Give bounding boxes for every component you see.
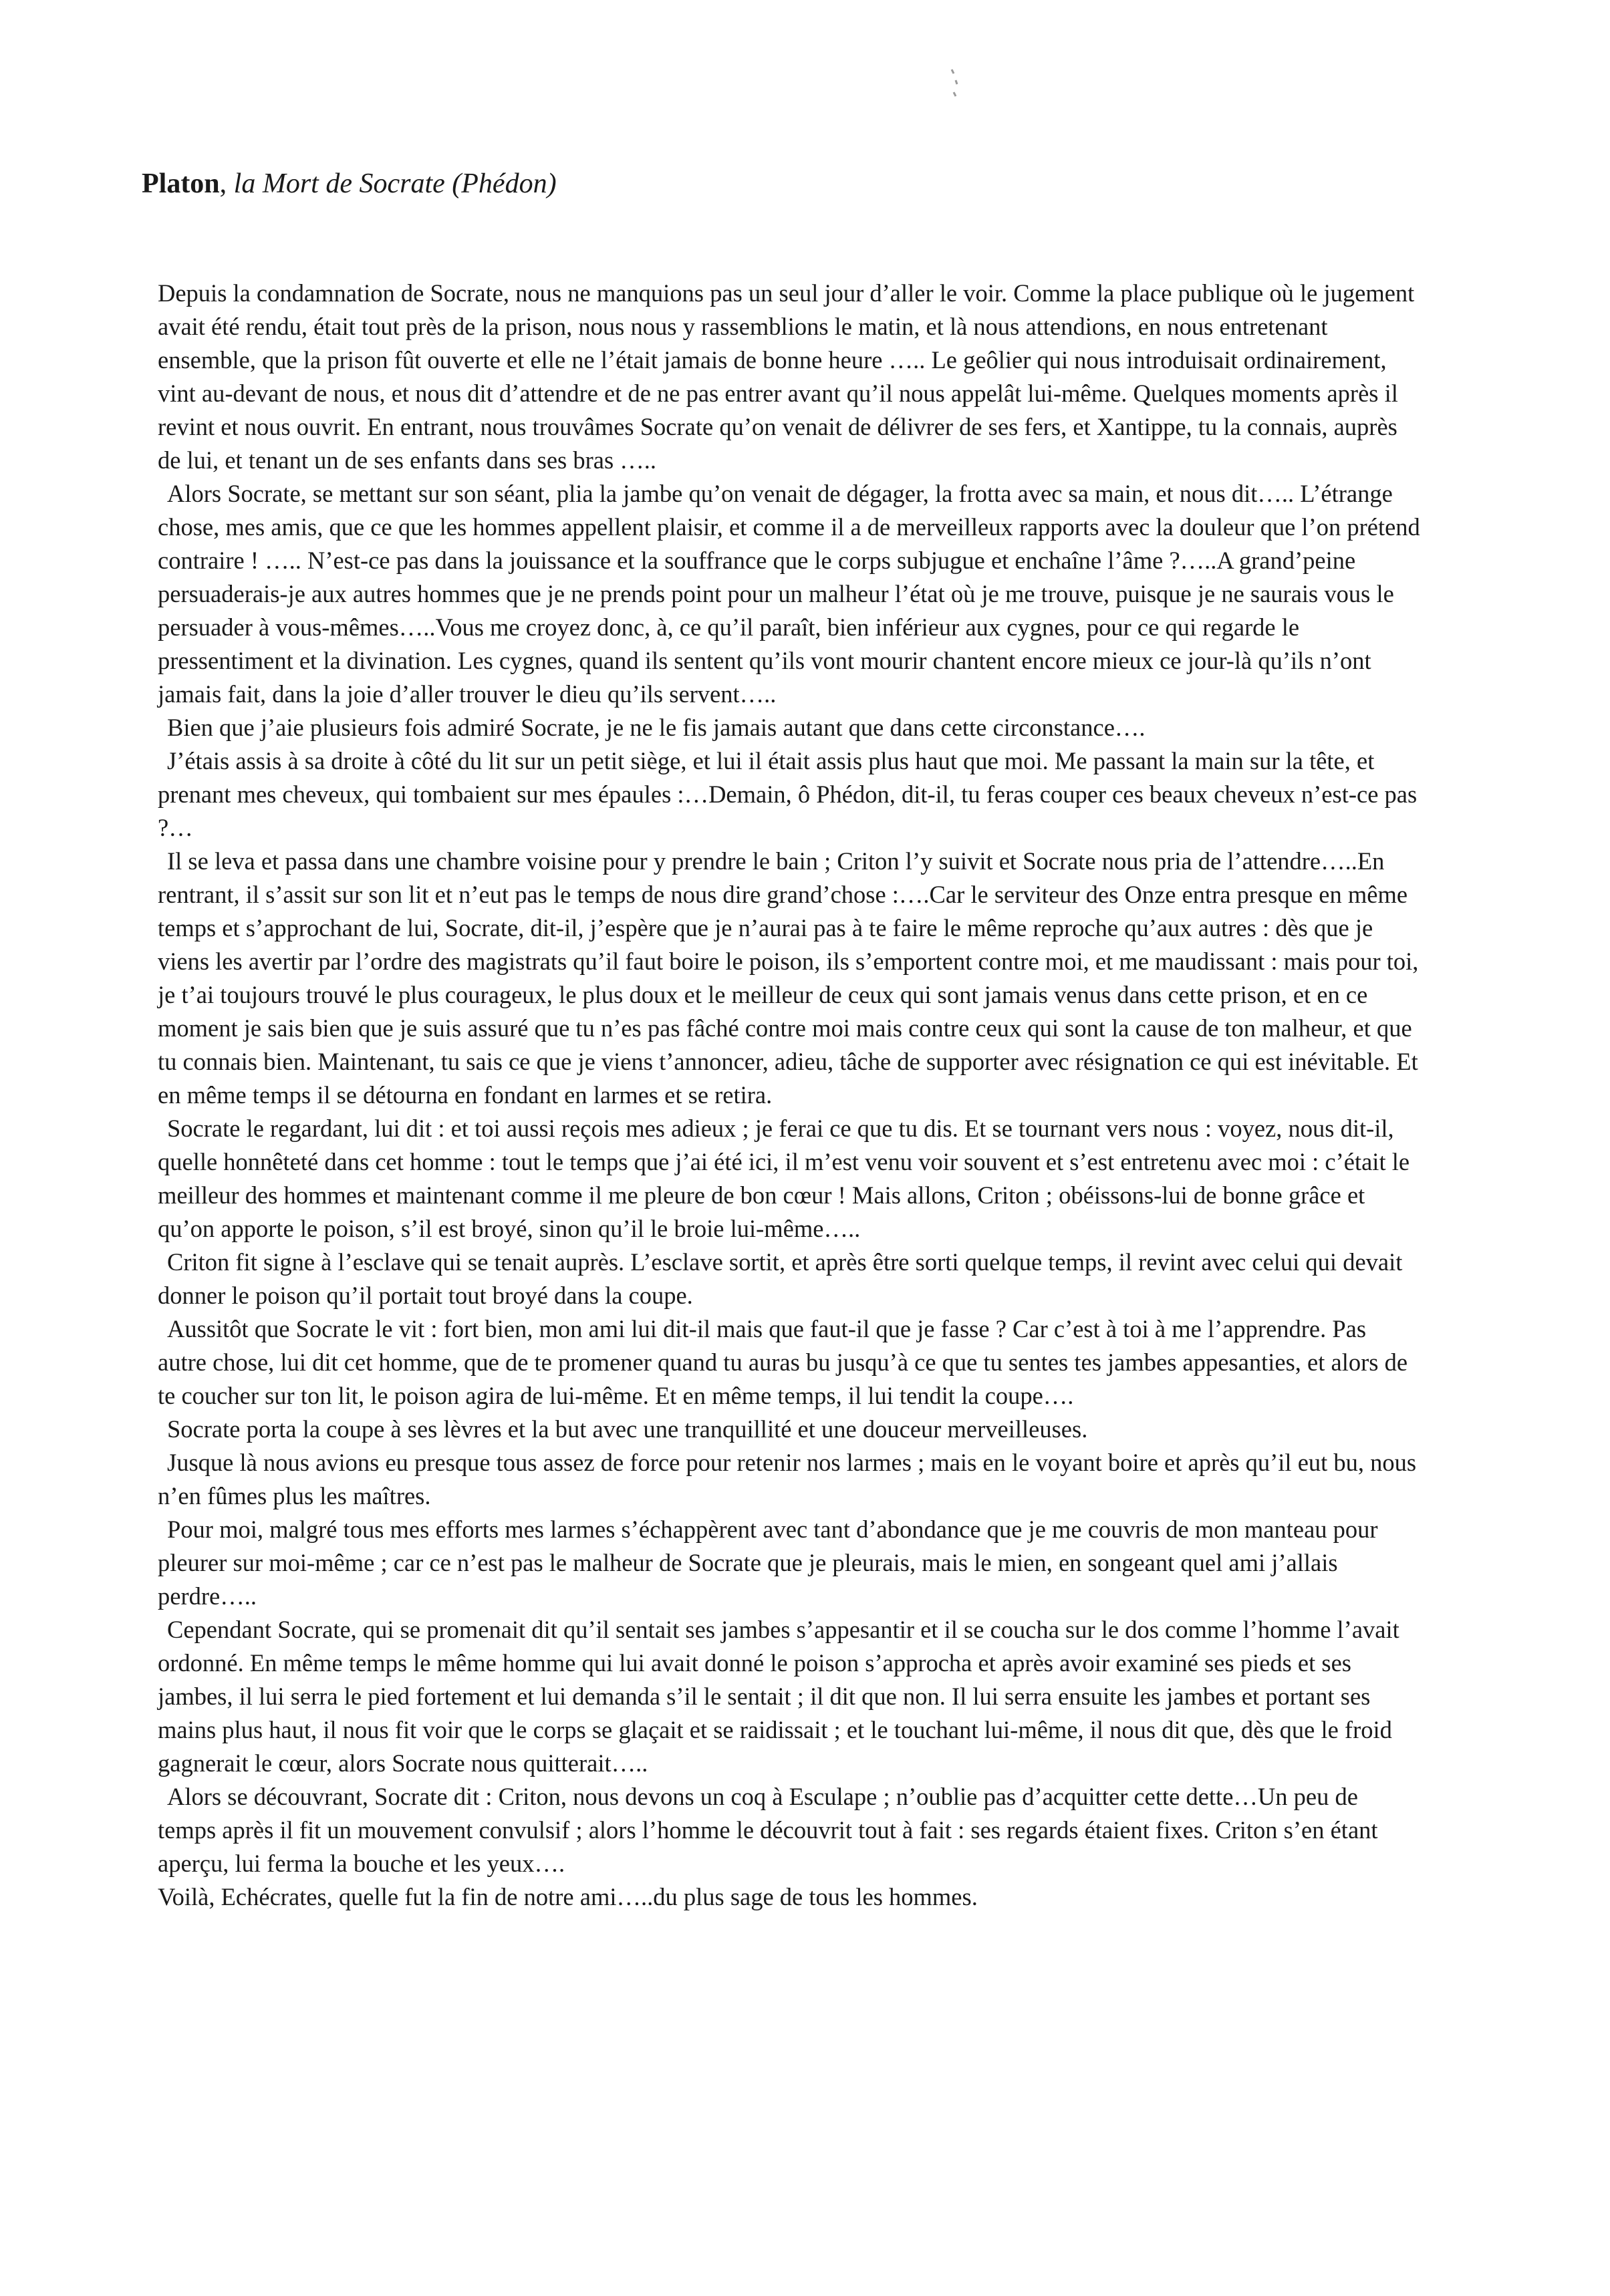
paragraph: Socrate le regardant, lui dit : et toi aussi reçois mes adieux ; je ferai ce que tu dis. Et se tournant vers nous : voyez, nous dit-il, quelle honnêteté dans cet homme : tout le temps que j’ai été ici, il m’est venu voir souvent et s’est entretenu avec moi : c’était le meilleur des hommes et maintenant comme il me pleure de bon cœur ! Mais allons, Criton ; obéissons-lui de bonne grâce et qu’on apporte le poison, s’il est broyé, sinon qu’il le broie lui-même….. xyxy=(158,1115,1410,1242)
paragraph: Alors se découvrant, Socrate dit : Criton, nous devons un coq à Esculape ; n’oublie pas d’acquitter cette dette…Un peu de temps après il fit un mouvement convulsif ; alors l’homme le découvrit tout à fait : ses regards étaient fixes. Criton s’en étant aperçu, lui ferma la bouche et les yeux…. xyxy=(158,1783,1378,1877)
title-separator: , xyxy=(219,168,227,199)
page-title xyxy=(142,168,557,199)
paragraph: Aussitôt que Socrate le vit : fort bien, mon ami lui dit-il mais que faut-il que je fasse ? Car c’est à toi à me l’apprendre. Pas autre chose, lui dit cet homme, que de te promener quand tu auras bu jusqu’à ce que tu sentes tes jambes appesanties, et alors de te coucher sur ton lit, le poison agira de lui-même. Et en même temps, il lui tendit la coupe…. xyxy=(158,1315,1408,1409)
paragraph: Bien que j’aie plusieurs fois admiré Socrate, je ne le fis jamais autant que dans cette circonstance…. xyxy=(167,714,1146,741)
paragraph: Depuis la condamnation de Socrate, nous ne manquions pas un seul jour d’aller le voir. Comme la place publique où le jugement avait été rendu, était tout près de la prison, nous nous y rassemblions le matin, et là nous attendions, en nous entretenant ensemble, que la prison fût ouverte et elle ne l’était jamais de bonne heure ….. Le geôlier qui nous introduisait ordinairement, vint au-devant de nous, et nous dit d’attendre et de ne pas entrer avant qu’il nous appelât lui-même. Quelques moments après il revint et nous ouvrit. En entrant, nous trouvâmes Socrate qu’on venait de délivrer de ses fers, et Xantippe, tu la connais, auprès de lui, et tenant un de ses enfants dans ses bras ….. xyxy=(158,279,1415,474)
paragraph: Alors Socrate, se mettant sur son séant, plia la jambe qu’on venait de dégager, la frotta avec sa main, et nous dit….. L’étrange chose, mes amis, que ce que les hommes appellent plaisir, et comme il a de merveilleux rapports avec la douleur que l’on prétend contraire ! ….. N’est-ce pas dans la jouissance et la souffrance que le corps subjugue et enchaîne l’âme ?…..A grand’peine persuaderais-je aux autres hommes que je ne prends point pour un malheur l’état où je me trouve, puisque je ne saurais vous le persuader à vous-mêmes…..Vous me croyez donc, à, ce qu’il paraît, bien inférieur aux cygnes, pour ce qui regarde le pressentiment et la divination. Les cygnes, quand ils sentent qu’ils vont mourir chantent encore mieux ce jour-là qu’ils n’ont jamais fait, dans la joie d’aller trouver le dieu qu’ils servent….. xyxy=(158,480,1420,708)
paragraph: Il se leva et passa dans une chambre voisine pour y prendre le bain ; Criton l’y suivit et Socrate nous pria de l’attendre…..En rentrant, il s’assit sur son lit et n’eut pas le temps de nous dire grand’chose :….Car le serviteur des Onze entra presque en même temps et s’approchant de lui, Socrate, dit-il, j’espère que je n’aurai pas à te faire le même reproche qu’aux autres : dès que je viens les avertir par l’ordre des magistrats qu’il faut boire le poison, ils s’emportent contre moi, et me maudissant : mais pour toi, je t’ai toujours trouvé le plus courageux, le plus doux et le meilleur de ceux qui sont jamais venus dans cette prison, et en ce moment je sais bien que je suis assuré que tu n’es pas fâché contre moi mais contre ceux qui sont la cause de ton malheur, et que tu connais bien. Maintenant, tu sais ce que je viens t’annoncer, adieu, tâche de supporter avec résignation ce qui est inévitable. Et en même temps il se détourna en fondant en larmes et se retira. xyxy=(158,847,1419,1109)
title-author: Platon xyxy=(142,168,220,199)
paragraph: Voilà, Echécrates, quelle fut la fin de notre ami…..du plus sage de tous les hommes. xyxy=(158,1883,978,1910)
paragraph: Cependant Socrate, qui se promenait dit qu’il sentait ses jambes s’appesantir et il se coucha sur le dos comme l’homme l’avait ordonné. En même temps le même homme qui lui avait donné le poison s’approcha et après avoir examiné ses pieds et ses jambes, il lui serra le pied fortement et lui demanda s’il le sentait ; il dit que non. Il lui serra ensuite les jambes et portant ses mains plus haut, il nous fit voir que le corps se glaçait et se raidissait ; et le touchant lui-même, il nous dit que, dès que le froid gagnerait le cœur, alors Socrate nous quitterait….. xyxy=(158,1616,1399,1777)
paragraph: Jusque là nous avions eu presque tous assez de force pour retenir nos larmes ; mais en le voyant boire et après qu’il eut bu, nous n’en fûmes plus les maîtres. xyxy=(158,1449,1417,1510)
title-work: la Mort de Socrate (Phédon) xyxy=(233,168,557,199)
scan-speck-mark xyxy=(948,67,962,99)
text-body xyxy=(158,277,1421,1914)
paragraph: J’étais assis à sa droite à côté du lit sur un petit siège, et lui il était assis plus haut que moi. Me passant la main sur la tête, et prenant mes cheveux, qui tombaient sur mes épaules :…Demain, ô Phédon, dit-il, tu feras couper ces beaux cheveux n’est-ce pas ?… xyxy=(158,747,1418,841)
paragraph: Socrate porta la coupe à ses lèvres et la but avec une tranquillité et une douceur merveilleuses. xyxy=(167,1415,1088,1443)
paragraph: Pour moi, malgré tous mes efforts mes larmes s’échappèrent avec tant d’abondance que je me couvris de mon manteau pour pleurer sur moi-même ; car ce n’est pas le malheur de Socrate que je pleurais, mais le mien, en songeant quel ami j’allais perdre….. xyxy=(158,1516,1378,1610)
paragraph: Criton fit signe à l’esclave qui se tenait auprès. L’esclave sortit, et après être sorti quelque temps, il revint avec celui qui devait donner le poison qu’il portait tout broyé dans la coupe. xyxy=(158,1248,1403,1309)
